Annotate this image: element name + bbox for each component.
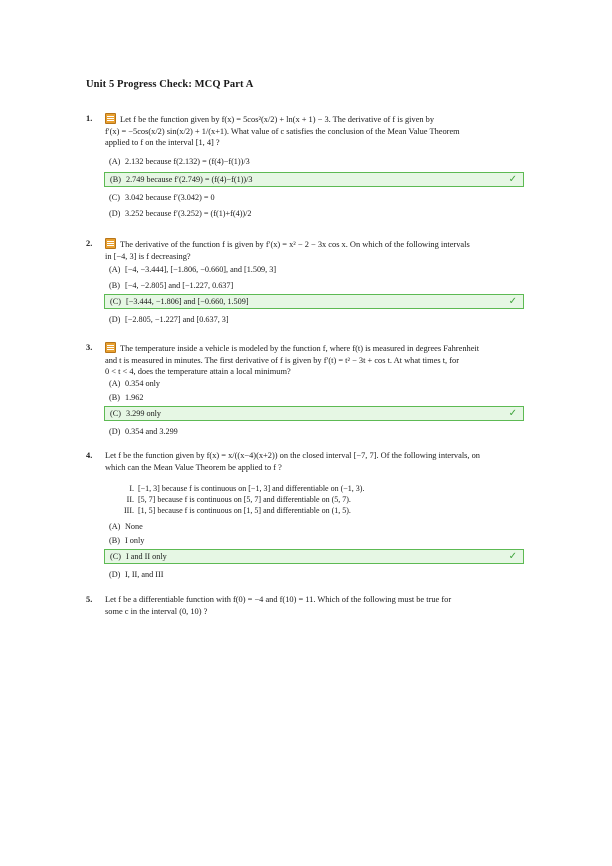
choice-letter: (C) — [110, 552, 121, 561]
choice-letter: (C) — [109, 193, 120, 202]
question-number: 4. — [86, 451, 93, 460]
stem-line: f′(x) = −5cos(x/2) sin(x/2) + 1/(x+1). What value of c satisfies the conclusion of the Mean Value Theorem — [105, 126, 460, 136]
choice-text: 3.299 only — [126, 409, 162, 418]
choice-text: [−4, −3.444], [−1.806, −0.660], and [1.509, 3] — [125, 265, 277, 274]
question-stem — [105, 450, 525, 473]
choice-text: [−4, −2.805] and [−1.227, 0.637] — [125, 281, 234, 290]
stem-line: in [−4, 3] is f decreasing? — [105, 251, 191, 261]
question-extension-icon[interactable] — [105, 113, 116, 124]
choice-text: [−2.805, −1.227] and [0.637, 3] — [125, 315, 229, 324]
roman-text: [1, 5] because f is continuous on [1, 5] and differentiable on (1, 5). — [138, 506, 351, 515]
stem-line: Let f be the function given by f(x) = 5cos²(x/2) + ln(x + 1) − 3. The derivative of f is given by — [120, 115, 435, 124]
choice-letter: (D) — [109, 315, 121, 324]
choice-text: I only — [125, 536, 145, 545]
choice-letter: (A) — [109, 522, 121, 531]
choice-text: 2.132 because f(2.132) = (f(4)−f(1))/3 — [125, 157, 250, 166]
choice-2d[interactable] — [104, 313, 524, 326]
stem-line: 0 < t < 4, does the temperature attain a local minimum? — [105, 367, 291, 376]
choice-text: 1.962 — [125, 393, 144, 402]
choice-letter: (D) — [109, 570, 121, 579]
choice-4c[interactable] — [104, 549, 524, 564]
choice-text: I, II, and III — [125, 570, 164, 579]
choice-2c[interactable] — [104, 294, 524, 309]
choice-3b[interactable] — [104, 391, 524, 404]
question-extension-icon[interactable] — [105, 238, 116, 249]
question-number: 2. — [86, 239, 93, 248]
correct-check-icon: ✓ — [508, 174, 517, 185]
choice-letter: (C) — [110, 409, 121, 418]
choice-letter: (D) — [109, 427, 121, 436]
choice-text: I and II only — [126, 552, 167, 561]
choice-letter: (B) — [109, 281, 120, 290]
choice-letter: (A) — [109, 157, 121, 166]
roman-item-3 — [120, 505, 351, 516]
stem-line: The derivative of the function f is given by f′(x) = x² − 2 − 3x cos x. On which of the following intervals — [120, 240, 470, 249]
choice-1c[interactable] — [104, 191, 524, 204]
question-number: 1. — [86, 114, 93, 123]
choice-1b[interactable] — [104, 172, 524, 187]
correct-check-icon: ✓ — [508, 296, 517, 307]
choice-2a[interactable] — [104, 263, 524, 276]
choice-text: 0.354 and 3.299 — [125, 427, 178, 436]
correct-check-icon: ✓ — [508, 408, 517, 419]
choice-letter: (B) — [110, 175, 121, 184]
choice-1d[interactable] — [104, 207, 524, 220]
stem-line: Let f be the function given by f(x) = x/((x−4)(x+2)) on the closed interval [−7, 7]. Of the following intervals, on — [105, 451, 480, 460]
choice-letter: (A) — [109, 379, 121, 388]
choice-2b[interactable] — [104, 279, 524, 292]
choice-4a[interactable] — [104, 520, 524, 533]
choice-text: 3.042 because f′(3.042) = 0 — [125, 193, 215, 202]
roman-text: [−1, 3] because f is continuous on [−1, 3] and differentiable on (−1, 3). — [138, 484, 365, 493]
choice-text: None — [125, 522, 143, 531]
choice-3a[interactable] — [104, 377, 524, 390]
stem-line: which can the Mean Value Theorem be applied to f ? — [105, 462, 282, 472]
correct-check-icon: ✓ — [508, 551, 517, 562]
question-stem — [105, 594, 525, 617]
question-extension-icon[interactable] — [105, 342, 116, 353]
stem-line: applied to f on the interval [1, 4] ? — [105, 138, 220, 147]
stem-line: some c in the interval (0, 10) ? — [105, 606, 208, 616]
stem-line: and t is measured in minutes. The first derivative of f is given by f′(t) = t² − 3t + cos t. At what times t, for — [105, 355, 459, 365]
choice-4d[interactable] — [104, 568, 524, 581]
question-stem — [105, 238, 525, 262]
choice-text: 0.354 only — [125, 379, 161, 388]
stem-line: The temperature inside a vehicle is modeled by the function f, where f(t) is measured in degrees Fahrenheit — [120, 344, 480, 353]
choice-text: 2.749 because f′(2.749) = (f(4)−f(1))/3 — [126, 175, 253, 184]
question-number: 5. — [86, 595, 93, 604]
choice-text: [−3.444, −1.806] and [−0.660, 1.509] — [126, 297, 249, 306]
roman-numeral: III. — [124, 506, 134, 515]
choice-letter: (B) — [109, 393, 120, 402]
choice-letter: (C) — [110, 297, 121, 306]
stem-line: Let f be a differentiable function with f(0) = −4 and f(10) = 11. Which of the following must be true for — [105, 595, 452, 604]
choice-4b[interactable] — [104, 534, 524, 547]
page-title: Unit 5 Progress Check: MCQ Part A — [86, 79, 254, 90]
question-stem — [105, 113, 525, 149]
choice-3c[interactable] — [104, 406, 524, 421]
choice-3d[interactable] — [104, 425, 524, 438]
roman-item-1 — [120, 483, 364, 494]
choice-1a[interactable] — [104, 155, 524, 168]
choice-letter: (D) — [109, 209, 121, 218]
roman-text: [5, 7] because f is continuous on [5, 7] and differentiable on (5, 7). — [138, 495, 351, 504]
roman-numeral: II. — [126, 495, 134, 504]
roman-item-2 — [120, 494, 351, 505]
choice-text: 3.252 because f′(3.252) = (f(1)+f(4))/2 — [125, 209, 252, 218]
choice-letter: (A) — [109, 265, 121, 274]
choice-letter: (B) — [109, 536, 120, 545]
question-number: 3. — [86, 343, 93, 352]
roman-numeral: I. — [129, 484, 134, 493]
question-stem — [105, 342, 525, 378]
